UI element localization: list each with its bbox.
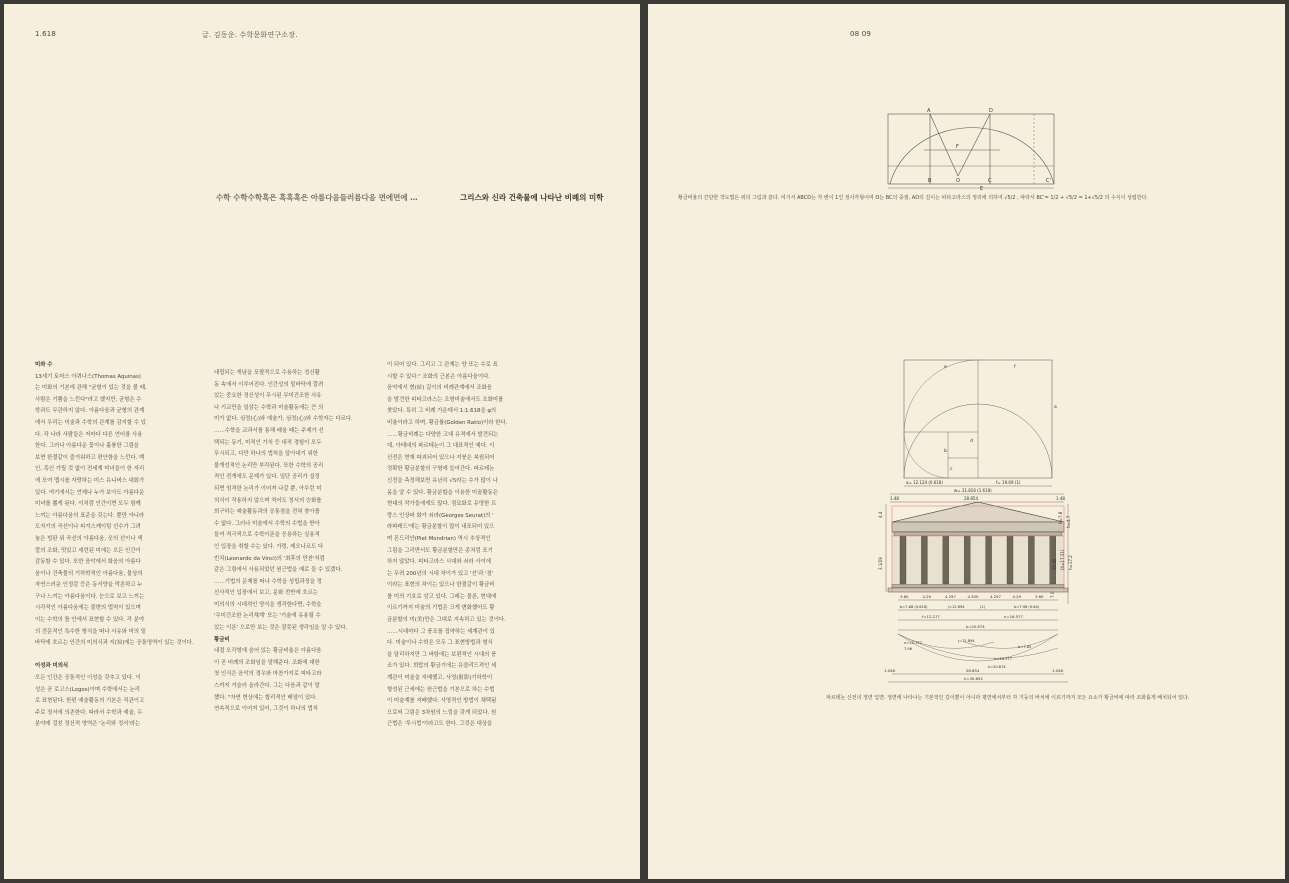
text-line: 이르기까지 미술의 기법은 크게 변화했어도 황 [387, 605, 495, 612]
label-b: b [944, 449, 947, 454]
label-a: a [1054, 405, 1057, 410]
figure-1-caption: 황금비율의 간단한 작도법은 위의 그림과 같다. 여기서 ABCD는 각 변이 1인 정사각형이며 O는 BC의 중점, AD의 길이는 피타고라스의 정리에 의하여 √5/2 , 따라서 BC'= 1/2 + √5/2 = 1+√5/2 의 수식이 성립한다. [678, 195, 1148, 201]
text-line: 다. 각 나라 사람들은 저마다 다른 언어를 사용 [35, 431, 143, 438]
page-label: 1.618 [35, 30, 57, 38]
figure-2-caption: 파르테논 신전의 정면 입면. 정면에 나타나는 기본적인 길이뿐이 아니라 평면에서부터 각 기둥의 바치에 이르기까지 모든 요소가 황금비에 따라 조화롭게 배치되어 있다. [826, 695, 1190, 701]
column-width-dim: 3.60 [1035, 594, 1044, 599]
section-heading: 황금비 [214, 636, 230, 643]
text-line: 신전은 현재 파괴되어 있으나 지붕은 복원되어 [387, 454, 495, 461]
text-line: 있는 이론' 으로만 보는 것은 잘못된 생각임을 알 수 있다. [214, 625, 348, 632]
dim-top-w: w= 31.816 (1.618) [954, 488, 992, 493]
arc-label-3: b=7.85 [1018, 645, 1032, 649]
text-line: 으로써 그림은 3차원의 느낌을 갖게 되었다. 원 [387, 709, 497, 716]
text-line: 자연스러운 인정감 등은 동서양을 막론하고 누 [35, 582, 143, 589]
text-line: 놓은 빙판 위 곡선의 아름다움, 웃의 선이나 색 [35, 535, 143, 542]
text-line: 시각적인 아름다움에는 불변의 법칙이 있으며 [35, 605, 141, 612]
text-line: 인 입장을 취할 수는 있다. 가령, 레오나르도 다 [214, 543, 324, 550]
dim-row3-0: f=12.277 [922, 614, 940, 619]
text-line: 시할 수 있다." 조화의 근본은 아름다움이다. [387, 373, 490, 380]
text-line: 에서 우리는 미술과 수학의 관계를 감지할 수 있 [35, 419, 146, 426]
label-A: A [927, 108, 931, 114]
arc-label-0: n=12.777 [904, 641, 922, 645]
text-column-1 [35, 360, 194, 731]
arc-label-5: k=20.874 [988, 665, 1006, 669]
label-e: e [944, 365, 947, 370]
text-line: 있다. 여기에서는 언제나 누가 보아도 아름다운 [35, 489, 145, 496]
text-line: 데, 아테네의 파르테논이 그 대표적인 예다. 이 [387, 443, 495, 450]
parthenon-column [900, 536, 906, 584]
page-label: 08 09 [850, 30, 872, 38]
text-line: 주로 정서에 의존한다. 따라서 수학과 예술, 두 [35, 709, 143, 716]
text-line: 근법은 '투시법'이라고도 한다. 그것은 대상을 [387, 721, 493, 728]
arc-label-1: j=12.894 [958, 639, 975, 643]
dim-bottom-2: h=30.892 [964, 676, 983, 681]
text-line: 되면 엄격한 논리가 이어져 나갈 뿐, 아무런 미 [214, 485, 322, 492]
text-line: 에 모여 멥시를 자랑하는 미스 유니버스 대회가 [35, 477, 145, 484]
text-line: 계관이 미술을 지배했고, 사영(射影)기하학이 [387, 675, 493, 682]
column-width-dim: 4.300 [967, 594, 979, 599]
text-line: 바닥에 흐르는 인간의 미의식과 지(知)에는 공통영역이 있는 것이다. [35, 640, 194, 647]
text-line: ……황금비례는 다양한 고대 유적에서 발견되는 [387, 431, 499, 438]
text-line: 내접 오각형에 숨어 있는 황금비율은 아름다움 [214, 648, 322, 655]
text-line: 깔의 조화, 멋있고 세련된 미에는 모든 인간이 [35, 547, 141, 554]
label-O: O [956, 178, 960, 184]
text-line: 움이나 건축물의 기하학적인 아름다움, 물상의 [35, 570, 143, 577]
dim-h2: h=4.7 [1066, 515, 1071, 528]
text-line: 이 곧 비례의 조화임을 말해준다. 조화에 대한 [214, 659, 320, 666]
text-line: ……수학을 교과서를 통해 배울 때는 주제가 선 [214, 427, 324, 434]
text-line: 스까지 거슬러 올라간다. 그는 다음과 같이 말 [214, 683, 320, 690]
text-line: 신사적인 입장에서 보고, 문화 전반에 흐르는 [214, 590, 319, 597]
text-line: 이 되어 있다. 그리고 그 관계는 양 또는 수로 표 [387, 362, 498, 368]
text-line: 성은 곧 로고스(Logos)이며 수학에서는 논리 [35, 686, 140, 693]
text-line: 무시되고, 다만 하나의 법칙을 알아내기 위한 [214, 451, 319, 458]
dim-top-f: f= 19.69 (1) [996, 480, 1021, 485]
column-width-dim: 4.297 [945, 594, 956, 599]
parthenon-column [1028, 536, 1034, 584]
text-line: 보면 한결같이 즐거워하고 편안함을 느낀다. 백 [35, 454, 145, 461]
text-line: 미가 없다. 심정(心)와 예술가, 심정(心)와 수학자는 다르다. [214, 416, 353, 423]
text-line: 연속적으로 이어져 있어, 그것이 하나의 법칙 [214, 706, 319, 713]
text-line: 이는 수학의 틀 안에서 표현할 수 있다. 각 분야 [35, 617, 145, 624]
text-line: 물개성적인 논리만 부각된다. 또한 수학의 공리 [214, 462, 324, 469]
text-line: 하지 않았다. 피타고라스 시대와 쇠라 사이에 [387, 559, 492, 566]
text-line: 한다. 그러나 아름다운 꽃이나 훌륭한 그림을 [35, 443, 140, 450]
dim-row2-3: b=7.98 (0.64) [1014, 605, 1040, 609]
text-line: 수 없다. 그러나 미술에서 수학의 수법을 받아 [214, 520, 320, 527]
text-line: 대립되는 개념을 포괄적으로 수용하는 정신활 [214, 370, 320, 376]
text-line: 비율이라고 하며, 황금률(Golden Ratio)이라 한다. [387, 419, 508, 426]
text-column-2 [214, 368, 353, 716]
text-line: 적인 전개에도 문제가 있다. 일단 공리가 설정 [214, 474, 320, 481]
arc-label-2: 7.96 [904, 647, 913, 651]
text-line: 희구하는 예술활동과의 공통점을 전혀 찾아볼 [214, 509, 320, 516]
text-line: 며 몬드리안(Piet Mondrian) 역시 추상적인 [387, 535, 491, 542]
text-line: 첫 인식은 음악의 경우와 마찬가지로 피타고라 [214, 671, 322, 678]
outer-rectangle [888, 114, 1054, 184]
text-line: ……시대마다 그 풍조를 집약하는 세계관이 있 [387, 628, 495, 635]
parthenon-column [964, 536, 970, 584]
text-line: 분야에 걸친 정신적 영역은 '논리와 정서'라는 [35, 721, 141, 728]
text-line: ……기법의 문제를 떠나 수학을 성립과정을 정 [214, 578, 322, 585]
arc-label-4: h=16.577 [994, 657, 1012, 661]
label-c: c [950, 467, 953, 472]
parthenon-elevation-figure [878, 358, 1074, 694]
text-line: 느끼는 아름다움의 표준을 갖는다. 뿐만 아니라 [35, 512, 145, 519]
dim-h4: h=17.2 [1068, 555, 1073, 570]
text-line: 를 미의 기호로 삼고 있다. 그래는 물론, 현대에 [387, 593, 497, 600]
column-width-dim: 4.29 [1012, 594, 1021, 599]
article-title-right: 그리스와 신라 건축물에 나타난 비례의 미학 [460, 193, 604, 202]
parthenon-column [943, 536, 949, 584]
label-C-prime: C' [1046, 178, 1051, 184]
column-width-dim: 4.29 [922, 594, 931, 599]
dim-row3-1: n=16.577 [1004, 614, 1023, 619]
text-line: 동 속에서 이루어진다. 인간성의 밑바닥에 깔려 [214, 381, 324, 388]
text-line: 미의식의 시대적인 양식을 생각한다면, 수학을 [214, 601, 322, 608]
text-line: 로 표현된다. 한편 예술활동의 기본은 직관이고 [35, 698, 145, 705]
label-F: F [956, 144, 959, 150]
text-line: 들여 적극적으로 수학이론을 응용하는 실용적 [214, 532, 320, 539]
text-line: 이라는 표현의 차이는 있으나 한결같이 황금비 [387, 582, 495, 589]
parthenon-column [921, 536, 927, 584]
dim-height-left-2: 3.1/29 [878, 557, 883, 570]
text-line: 의식이 작용하지 않으며 적어도 정서의 승화를 [214, 497, 322, 504]
dim-row2-2: (1) [980, 605, 986, 609]
dim-row2-1: j=12.694 [948, 605, 965, 609]
label-D: D [989, 108, 993, 114]
dim-row2-0: b=7.88 (0.618) [900, 605, 928, 609]
section-heading: 이성과 미의식 [35, 663, 69, 670]
dim-bottom-right: 1.048 [1052, 668, 1063, 673]
label-d: d [970, 439, 973, 444]
text-line: 라파레드'에는 황금분할이 많이 내포되어 있으 [387, 524, 495, 531]
text-line: 미녀를 뽑게 된다. 이처럼 인간이면 모두 함께 [35, 501, 141, 508]
dim-h1: h=7.8 [1058, 511, 1063, 524]
text-line: 을 달리하지만 그 바탕에는 보편적인 시대의 풍 [387, 651, 497, 658]
text-line: 의 전문적인 특수한 형식을 떠나 사유와 미의 밑 [35, 628, 146, 635]
dim-right-margin: 1.48 [1056, 496, 1065, 501]
text-line: 감동할 수 있다. 또한 음악에서 화음의 아름다 [35, 559, 141, 566]
text-line: 다. 미술이나 수학은 모두 그 표현방법과 형식 [387, 640, 493, 647]
text-line: 현대의 작가들에게도 많다. 점묘화로 유명한 프 [387, 501, 497, 508]
text-line: 는 무려 200년의 시대 차이가 있고 '선'과 '점' [387, 570, 494, 577]
byline: 글. 김동운. 수학문화연구소장. [202, 31, 298, 39]
text-line: 는 미화의 기본에 관해 "균형이 있는 것을 볼 때, [35, 385, 147, 392]
dim-h5: (h=17.31) [1060, 549, 1065, 570]
column-width-dim: 3.60 [900, 594, 909, 599]
text-line: 빈치(Leonardo da Vinci)의 '최후의 만찬'처럼 [214, 555, 325, 562]
text-line: 13세기 토마스 아퀴나스(Thomas Aquinas) [35, 373, 141, 380]
text-line: 을 발견한 피타고라스는 조형미술에서도 조화미를 [387, 396, 504, 403]
label-E: E [980, 186, 984, 192]
text-line: 구나 느끼는 아름다움이다. 눈으로 보고 느끼는 [35, 593, 145, 600]
text-line: 찾았다. 특히 그 비례 가운데서 1:1.618을 φ의 [387, 408, 497, 415]
label-C: C [988, 178, 992, 184]
label-B: B [928, 178, 932, 184]
dim-height-left-1: 4.4 [878, 511, 883, 518]
dim-top-width: 28.854 [964, 496, 978, 501]
parthenon-column [1007, 536, 1013, 584]
text-line: 정확한 황금분할의 구형에 들어간다. 파르테논 [387, 466, 495, 473]
text-line: 랑스 인상파 화가 쇠라(Georges Seurat)의 ' [387, 512, 494, 519]
text-line: 옴을 알 수 있다. 황금분할을 이용한 미술활동은 [387, 489, 498, 496]
text-line: 학과도 무관하지 않다. 아름다움과 균형의 관계 [35, 408, 145, 415]
dim-h3: 10.45 [1052, 558, 1057, 570]
text-line: 있는 중요한 정신성이 무시된 무미건조한 사유 [214, 393, 322, 400]
label-f: f [1014, 365, 1016, 370]
parthenon-drawing [888, 502, 1068, 592]
text-line: 조가 있다. 희랍의 황금기에는 유클리드적인 세 [387, 663, 497, 670]
right-page [648, 4, 1285, 879]
golden-ratio-construction-figure [884, 104, 1060, 190]
dim-bottom-left: 1.048 [884, 668, 895, 673]
text-line: 금분할의 미(美)만은 그대로 지속하고 있는 것이다. [387, 617, 506, 624]
text-line: 음악에서 현(絃) 길이의 비례관계에서 조화음 [387, 385, 492, 392]
column-width-dim: 4.297 [990, 594, 1001, 599]
text-line: 택되는 동기, 미적인 가치 등 내적 경험이 모두 [214, 439, 322, 446]
dim-row4: k=20.874 [966, 624, 985, 629]
text-line: 그림을 그리면서도 황금분할만은 종처럼 포기 [387, 547, 493, 554]
article-title-left: 수학 수학수학혹은 혹혹혹은 아름다음들러름다음 면에면에 … [216, 193, 418, 202]
parthenon-column [986, 536, 992, 584]
semicircle-arc [890, 128, 1054, 184]
dim-left-margin: 1.48 [890, 496, 899, 501]
dim-bottom-1: 28.854 [966, 668, 980, 673]
section-heading: 미와 수 [35, 362, 53, 368]
text-line: 같은 그림에서 사용되었던 원근법을 예로 들 수 있겠다. [214, 567, 343, 574]
text-line: 나 기교만을 일삼는 수학과 미술활동에는 큰 의 [214, 404, 324, 411]
left-page [4, 4, 640, 879]
text-line: 형성된 근세에는 원근법을 기본으로 하는 수법 [387, 686, 495, 693]
text-line [35, 650, 194, 662]
text-line: 이 미술계를 지배했다. 사영적인 방법이 채택됨 [387, 698, 497, 705]
text-line: 도자기의 곡선이나 피겨스케이팅 선수가 그려 [35, 524, 141, 531]
text-line: '무미건조한 논리체계' 또는 '기술에 유용될 수 [214, 613, 321, 620]
dim-top-a: a= 12.124 (0.618) [906, 480, 943, 485]
text-line: 인, 흑인 가릴 것 없이 전세계 미녀들이 한 자리 [35, 466, 145, 473]
text-line: 했다. "자연 현상에는 합리적인 배열이 있다. [214, 694, 317, 701]
text-column-3 [387, 360, 507, 731]
text-line: 신전을 측정해보면 유난히 √5라는 수가 많이 나 [387, 477, 498, 484]
dim-h6: 7.0 [1050, 591, 1055, 598]
text-line: 모든 인간은 공통적인 이성을 갖추고 있다. 이 [35, 675, 141, 682]
text-line: 사람은 기쁨을 느낀다"라고 했지만, 균형은 수 [35, 396, 142, 403]
